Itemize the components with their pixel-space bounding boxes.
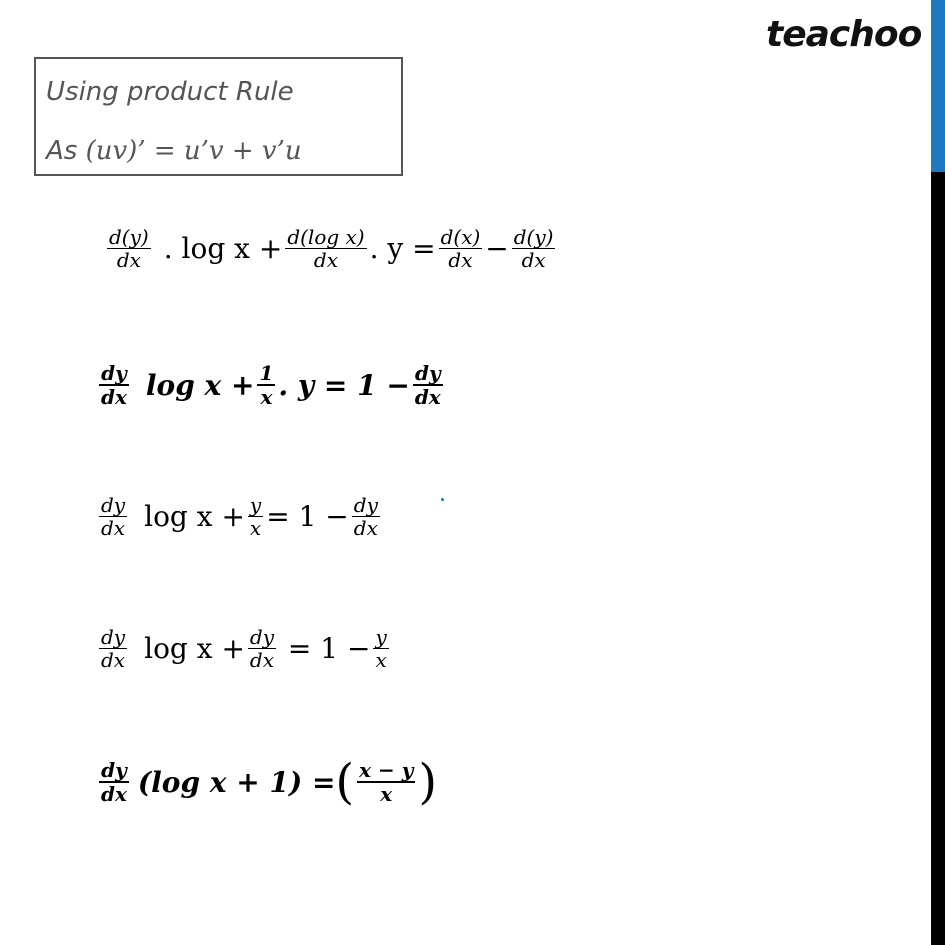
fraction [107, 226, 151, 271]
fraction-numerator: x − y [359, 758, 414, 782]
equation-1 [104, 226, 558, 271]
fraction [248, 494, 263, 539]
fraction [373, 626, 388, 671]
fraction [99, 626, 127, 671]
fraction [99, 362, 129, 408]
equation-4 [96, 626, 392, 671]
fraction-denominator: dx [101, 385, 127, 409]
equation-text: log x + [145, 368, 255, 402]
equation-3 [96, 494, 383, 539]
fraction-numerator: dy [249, 625, 275, 649]
equation-text: (log x + 1) = [137, 765, 336, 799]
stray-dot [441, 498, 444, 501]
fraction-numerator: dy [101, 625, 126, 649]
fraction [357, 759, 415, 805]
equation-text: = 1 − [279, 632, 371, 665]
fraction-denominator: dx [116, 248, 141, 272]
fraction [99, 759, 129, 805]
fraction-denominator: x [375, 648, 387, 672]
fraction-numerator: d(y) [513, 225, 554, 249]
fraction-numerator: dy [101, 493, 126, 517]
rule-formula-math: (uv)’ = u’v + v’u [85, 136, 302, 166]
fraction [413, 362, 443, 408]
fraction [99, 494, 127, 539]
fraction-numerator: d(x) [440, 225, 481, 249]
left-paren: ( [335, 754, 355, 810]
rule-title: Using product Rule [46, 77, 294, 107]
fraction-denominator: dx [521, 248, 546, 272]
fraction [352, 494, 380, 539]
right-paren: ) [418, 754, 438, 810]
fraction-denominator: dx [101, 516, 126, 540]
sidebar-accent-bar [931, 0, 945, 172]
rule-formula-prefix: As [46, 136, 78, 166]
equation-text: = 1 − [266, 500, 349, 533]
fraction-numerator: y [249, 493, 262, 517]
fraction-numerator: dy [101, 758, 127, 782]
fraction-numerator: dy [101, 361, 127, 385]
fraction-numerator: d(log x) [287, 225, 365, 249]
fraction-denominator: dx [101, 782, 127, 806]
fraction-numerator: dy [353, 493, 378, 517]
fraction-denominator: dx [448, 248, 473, 272]
fraction-denominator: x [249, 516, 262, 540]
equation-text: − [485, 232, 509, 265]
fraction-denominator: x [380, 782, 393, 806]
fraction [248, 626, 276, 671]
equation-5 [96, 754, 438, 810]
fraction-denominator: dx [414, 385, 441, 409]
rule-formula [46, 136, 302, 166]
equation-text: . y = 1 − [278, 368, 410, 402]
sidebar-dark-bar [931, 172, 945, 945]
equation-2 [96, 362, 446, 408]
fraction-numerator: d(y) [109, 225, 149, 249]
fraction-denominator: dx [313, 248, 338, 272]
fraction-denominator: dx [249, 648, 274, 672]
equation-text: . y = [369, 232, 436, 265]
fraction-numerator: y [375, 625, 387, 649]
fraction [439, 226, 483, 271]
equation-text: log x + [144, 500, 245, 533]
fraction [285, 226, 366, 271]
fraction-denominator: dx [101, 648, 126, 672]
fraction-denominator: x [260, 385, 273, 409]
fraction-numerator: dy [414, 361, 441, 385]
fraction [512, 226, 556, 271]
fraction-denominator: dx [353, 516, 378, 540]
equation-text: log x + [144, 632, 245, 665]
fraction [257, 362, 275, 408]
brand-logo: teachoo [766, 14, 922, 55]
fraction-numerator: 1 [259, 361, 274, 385]
product-rule-box [34, 57, 403, 176]
equation-text: . log x + [163, 232, 283, 265]
